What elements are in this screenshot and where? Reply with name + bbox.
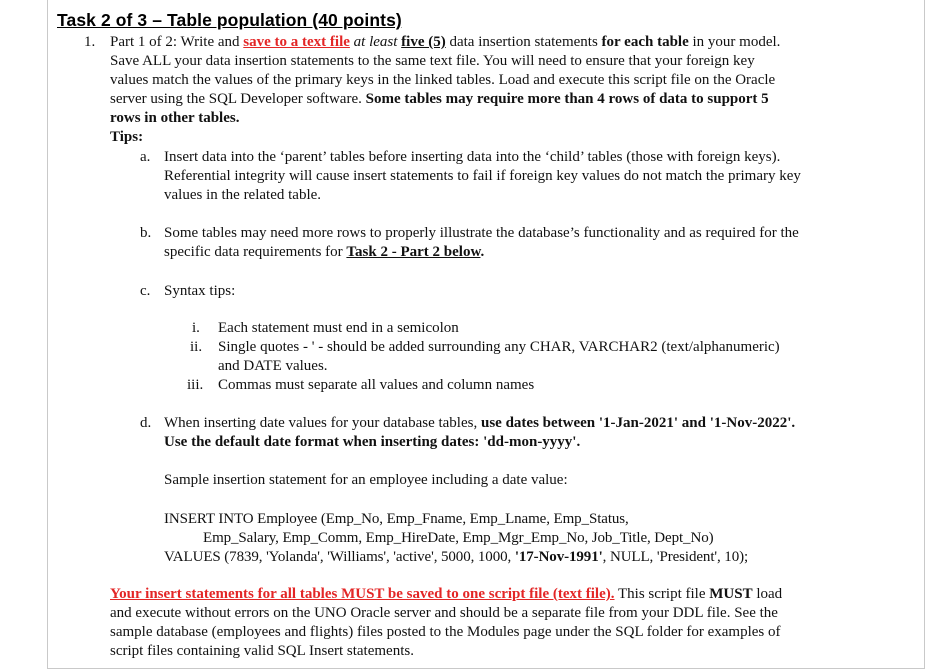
item1-line2: Save ALL your data insertion statements to the same text file. You will need to ensure that your foreign key bbox=[110, 53, 755, 69]
tip-a-line1: Insert data into the ‘parent’ tables before inserting data into the ‘child’ tables (those with foreign keys). bbox=[164, 149, 781, 165]
tip-a-line3: values in the related table. bbox=[164, 187, 322, 203]
tip-b-line2: specific data requirements for Task 2 - Part 2 below. bbox=[164, 244, 485, 260]
save-to-text-file-emphasis: save to a text file bbox=[243, 34, 350, 50]
tip-a-line2: Referential integrity will cause insert statements to fail if foreign key values do not match the primary key bbox=[164, 168, 801, 184]
tip-d-line2: Use the default date format when inserting dates: 'dd-mon-yyyy'. bbox=[164, 434, 581, 450]
tip-d-marker: d. bbox=[140, 415, 152, 431]
item1-line5: rows in other tables. bbox=[110, 110, 240, 126]
item-number: 1. bbox=[84, 34, 96, 50]
tip-b-marker: b. bbox=[140, 225, 152, 241]
tip-d-line1: When inserting date values for your database tables, use dates between '1-Jan-2021' and '1-Nov-2022'. bbox=[164, 415, 796, 431]
task2-part2-reference: Task 2 - Part 2 below bbox=[346, 244, 481, 260]
sample-sql-line2: Emp_Salary, Emp_Comm, Emp_HireDate, Emp_Mgr_Emp_No, Job_Title, Dept_No) bbox=[203, 530, 714, 546]
item1-line1: Part 1 of 2: Write and save to a text file at least five (5) data insertion statements for each table in your model. bbox=[110, 34, 781, 50]
footer-line1: Your insert statements for all tables MUST be saved to one script file (text file). This script file MUST load bbox=[110, 586, 783, 602]
footer-line4: script files containing valid SQL Insert statements. bbox=[110, 643, 414, 659]
sample-sql-line1: INSERT INTO Employee (Emp_No, Emp_Fname, Emp_Lname, Emp_Status, bbox=[164, 511, 629, 527]
tip-b-line1: Some tables may need more rows to properly illustrate the database’s functionality and as required for the bbox=[164, 225, 799, 241]
footer-line3: sample database (employees and flights) files posted to the Modules page under the SQL folder for examples of bbox=[110, 624, 781, 640]
item1-line3: values match the values of the primary keys in the linked tables. Load and execute this script file on the Oracle bbox=[110, 72, 776, 88]
tip-c-label: Syntax tips: bbox=[164, 283, 236, 299]
tips-label: Tips: bbox=[110, 129, 144, 145]
syntax-tip-item: Commas must separate all values and column names bbox=[218, 377, 535, 393]
five-emphasis: five (5) bbox=[401, 34, 446, 50]
sample-label: Sample insertion statement for an employee including a date value: bbox=[164, 472, 568, 488]
tip-c-marker: c. bbox=[140, 283, 151, 299]
syntax-tip-item-continued: and DATE values. bbox=[218, 358, 328, 374]
syntax-tip-item: Single quotes - ' - should be added surrounding any CHAR, VARCHAR2 (text/alphanumeric) bbox=[218, 339, 780, 355]
task-heading: Task 2 of 3 – Table population (40 points) bbox=[57, 10, 402, 30]
item1-line4: server using the SQL Developer software. Some tables may require more than 4 rows of data to support 5 bbox=[110, 91, 769, 107]
warning-emphasis: Your insert statements for all tables MUST be saved to one script file (text file). bbox=[110, 586, 615, 602]
syntax-tip-marker: iii. bbox=[187, 377, 204, 393]
syntax-tip-marker: i. bbox=[192, 320, 200, 336]
sample-sql-line3: VALUES (7839, 'Yolanda', 'Williams', 'active', 5000, 1000, '17-Nov-1991', NULL, 'President', 10); bbox=[164, 549, 749, 565]
tip-a-marker: a. bbox=[140, 149, 151, 165]
footer-line2: and execute without errors on the UNO Oracle server and should be a separate file from your DDL file. See the bbox=[110, 605, 778, 621]
syntax-tip-item: Each statement must end in a semicolon bbox=[218, 320, 459, 336]
syntax-tip-marker: ii. bbox=[190, 339, 203, 355]
